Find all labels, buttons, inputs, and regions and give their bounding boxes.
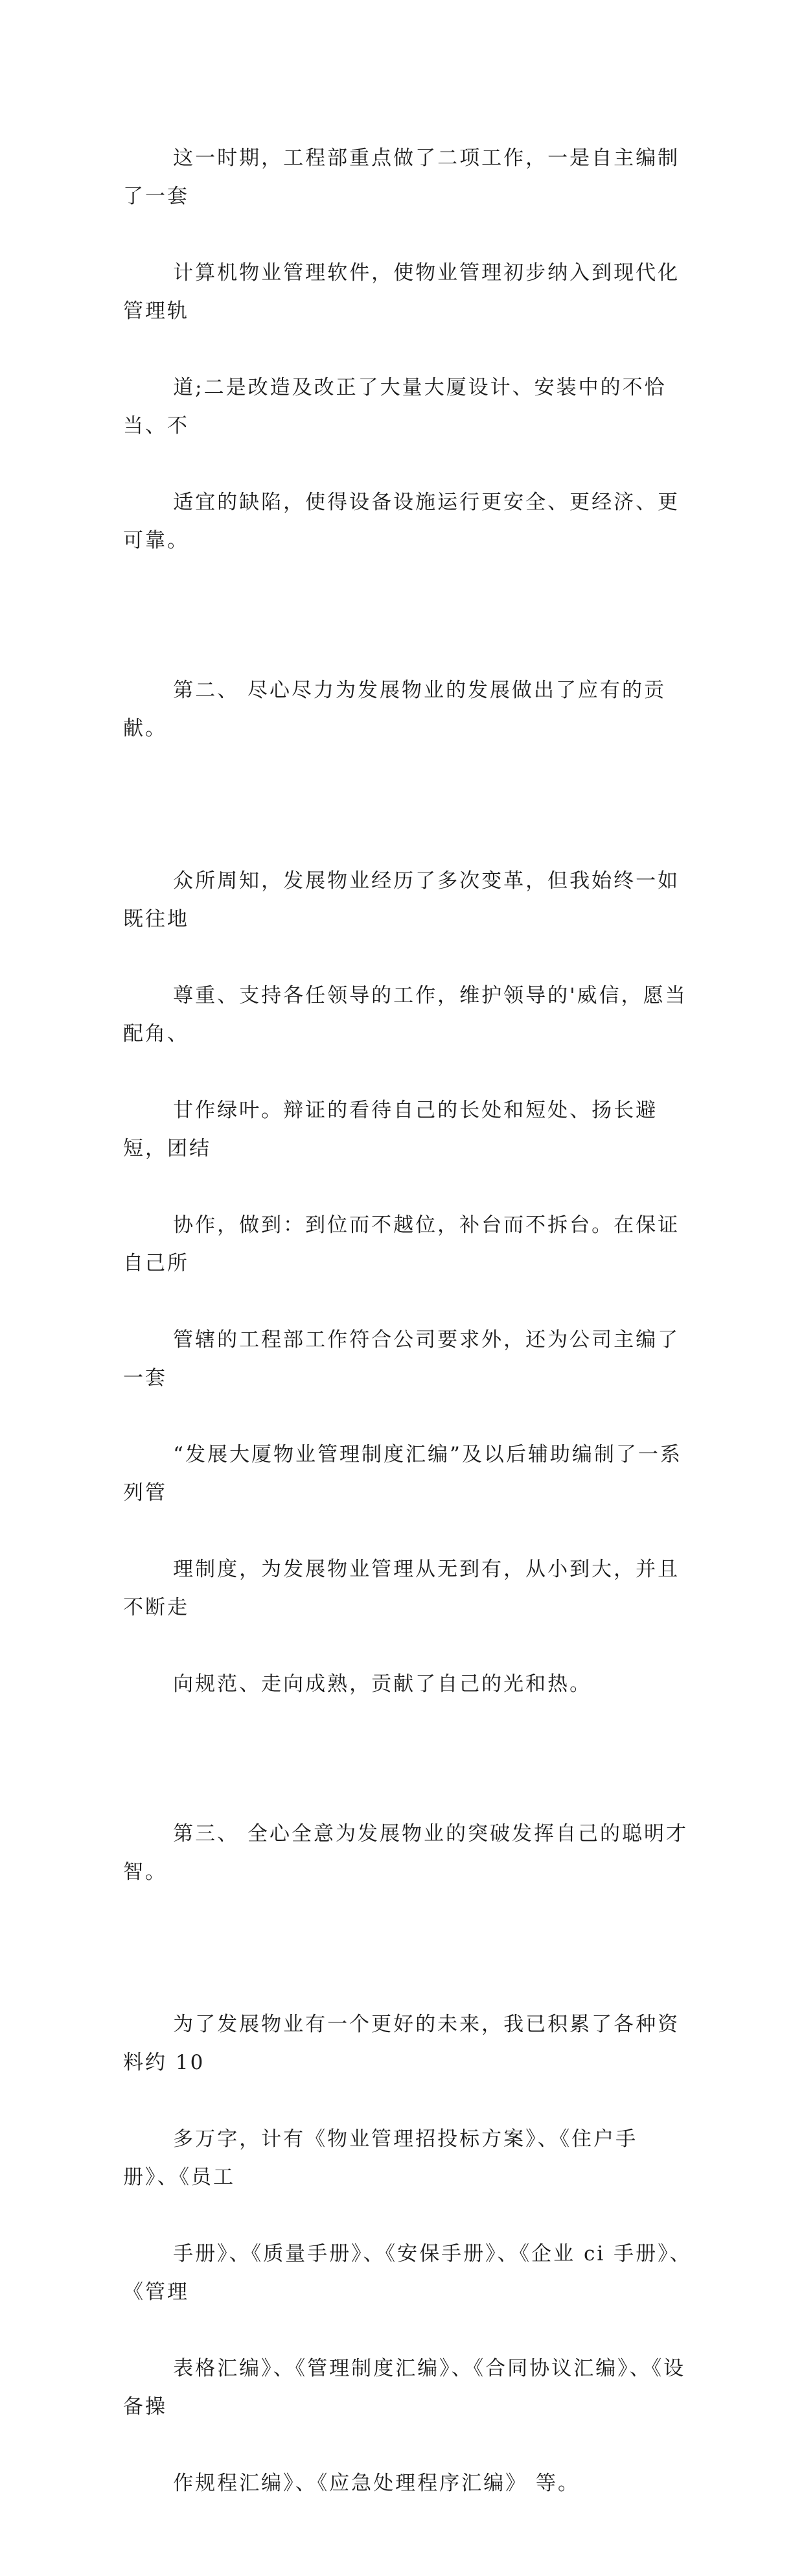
- text-line: 多万字，计有《物业管理招投标方案》、《住户手册》、《员工: [123, 2127, 638, 2189]
- text-line: 为了发展物业有一个更好的未来，我已积累了各种资料约 10: [123, 2013, 680, 2074]
- paragraph-materials: [123, 1967, 693, 2541]
- text-line: 手册》、《质量手册》、《安保手册》、《企业 ci 手册》、《管理: [123, 2242, 692, 2304]
- heading-text: 第三、 全心全意为发展物业的突破发挥自己的聪明才智。: [123, 1822, 688, 1884]
- heading-text: 第二、 尽心尽力为发展物业的发展做出了应有的贡献。: [123, 679, 666, 740]
- text-line: 管辖的工程部工作符合公司要求外，还为公司主编了一套: [123, 1328, 680, 1390]
- text-line: 计算机物业管理软件，使物业管理初步纳入到现代化管理轨: [123, 261, 680, 323]
- text-line: 表格汇编》、《管理制度汇编》、《合同协议汇编》、《设备操: [123, 2357, 686, 2418]
- text-line: 尊重、支持各任领导的工作，维护领导的'威信，愿当配角、: [123, 984, 687, 1046]
- text-line: 向规范、走向成熟，贡献了自己的光和热。: [173, 1672, 592, 1696]
- text-line: “发展大厦物业管理制度汇编”及以后辅助编制了一系列管: [123, 1443, 682, 1505]
- section-heading-second: [123, 633, 693, 786]
- paragraph-contribution: [123, 824, 693, 1742]
- text-line: 甘作绿叶。辩证的看待自己的长处和短处、扬长避短，团结: [123, 1099, 658, 1160]
- text-line: 协作，做到：到位而不越位，补台而不拆台。在保证自己所: [123, 1213, 680, 1275]
- text-line: 众所周知，发展物业经历了多次变革，但我始终一如既往地: [123, 869, 680, 931]
- text-line: 理制度，为发展物业管理从无到有，从小到大，并且不断走: [123, 1558, 680, 1619]
- text-line: 道;二是改造及改正了大量大厦设计、安装中的不恰当、不: [123, 376, 667, 438]
- text-line: 作规程汇编》、《应急处理程序汇编》 等。: [173, 2472, 580, 2495]
- document-body: [123, 101, 693, 2576]
- text-line: 这一时期，工程部重点做了二项工作，一是自主编制了一套: [123, 146, 680, 208]
- text-line: 适宜的缺陷，使得设备设施运行更安全、更经济、更可靠。: [123, 491, 680, 552]
- section-heading-third: [123, 1777, 693, 1930]
- paragraph-engineering-work: [123, 101, 693, 598]
